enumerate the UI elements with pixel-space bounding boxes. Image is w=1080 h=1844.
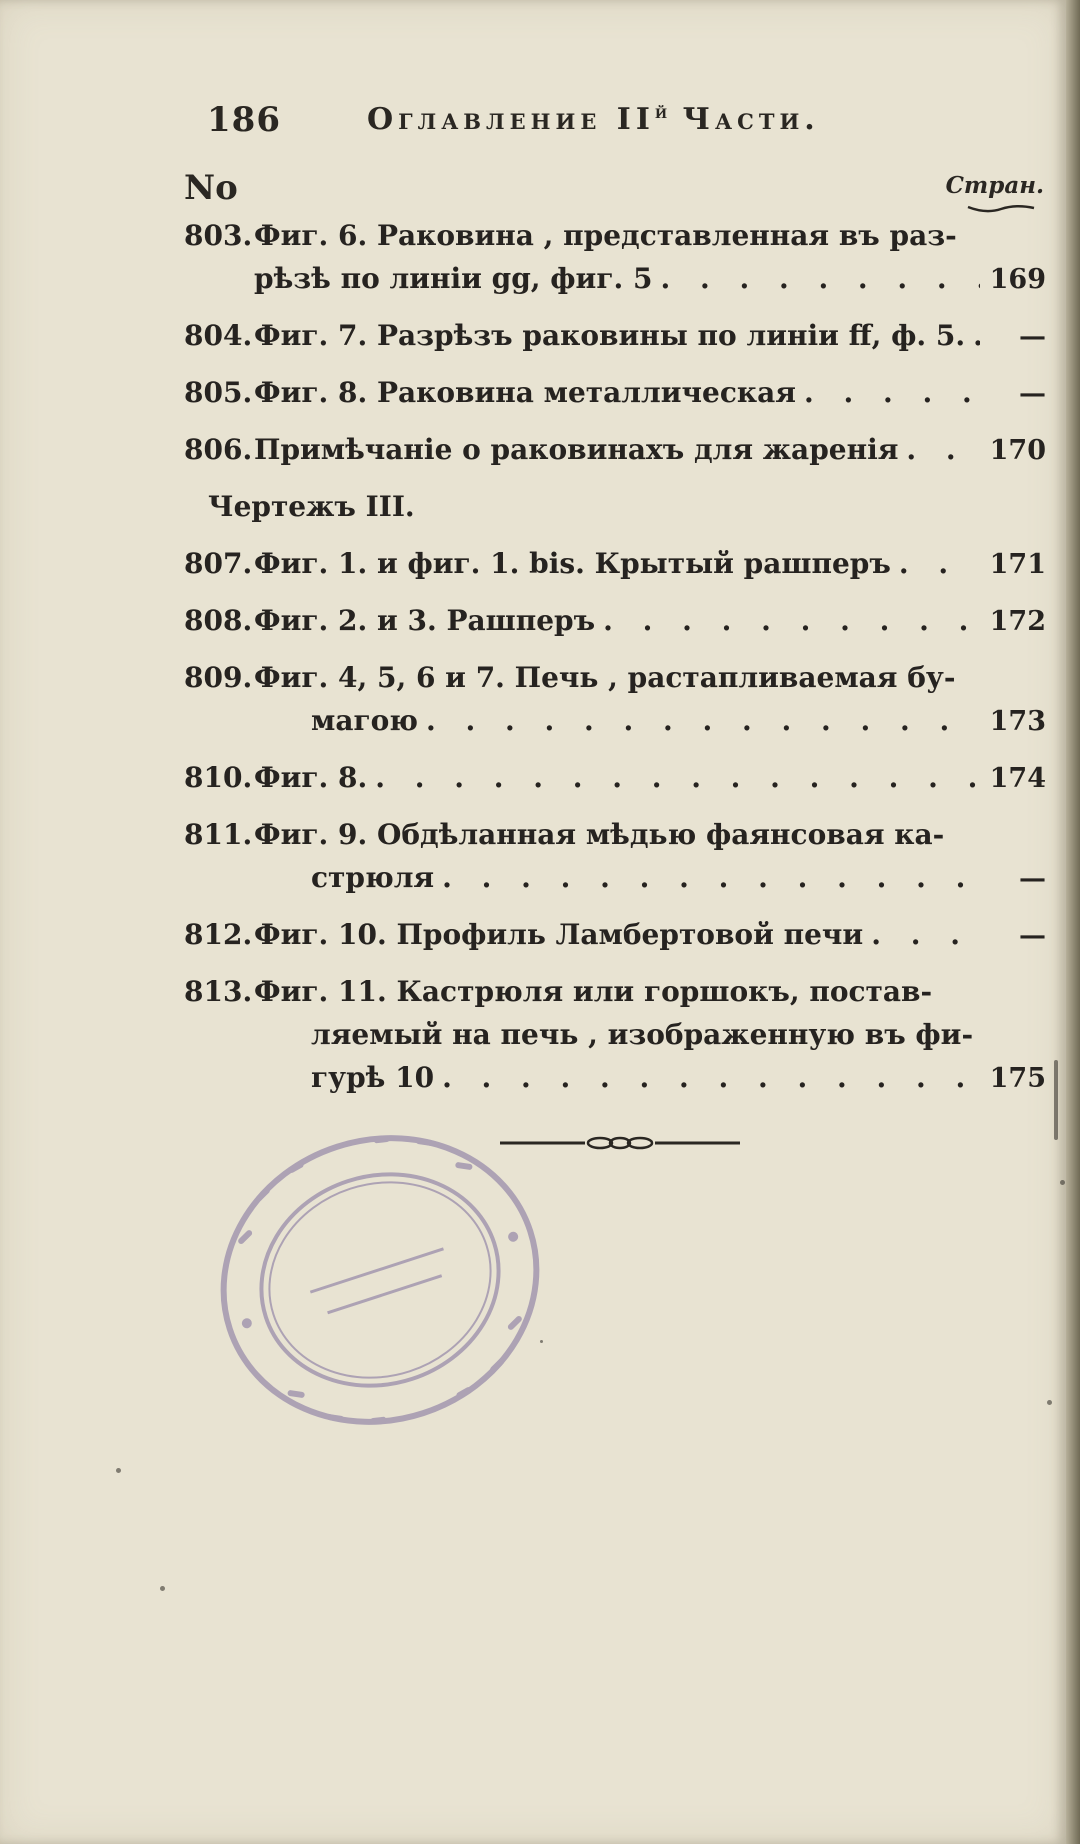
entry-title-text: Фиг. 8. bbox=[254, 761, 368, 794]
page-reference: 172 bbox=[989, 606, 1046, 637]
entry-number: 807. bbox=[184, 547, 253, 580]
toc-entry bbox=[184, 214, 1046, 300]
toc-entry bbox=[184, 371, 1046, 414]
pages-column-label: Стран. bbox=[945, 172, 1044, 199]
page-reference: 169 bbox=[989, 264, 1046, 295]
page-reference: — bbox=[1019, 378, 1046, 409]
dot-leader bbox=[442, 1056, 980, 1099]
library-stamp bbox=[200, 1120, 560, 1440]
entry-number: 810. bbox=[184, 761, 253, 794]
toc-entry-line bbox=[184, 214, 1046, 257]
entry-title-text: Примѣчаніе о раковинахъ для жаренія bbox=[254, 433, 899, 466]
running-title bbox=[367, 102, 820, 137]
entry-title-text: Фиг. 2. и 3. Рашперъ bbox=[254, 604, 596, 637]
toc-entry bbox=[184, 314, 1046, 357]
entry-number: 803. bbox=[184, 219, 253, 252]
entry-title-text: магою bbox=[311, 704, 419, 737]
page-number: 186 bbox=[207, 100, 281, 140]
entry-number: 813. bbox=[184, 975, 253, 1008]
toc-entry-line bbox=[184, 1056, 1046, 1099]
toc-entry-line bbox=[184, 656, 1046, 699]
number-column-label: No bbox=[184, 168, 238, 208]
toc-entry-line bbox=[184, 813, 1046, 856]
toc-entry-line bbox=[184, 257, 1046, 300]
page-reference: 171 bbox=[989, 549, 1046, 580]
entry-title-text: гурѣ 10 bbox=[311, 1061, 435, 1094]
entry-number: 804. bbox=[184, 319, 253, 352]
dot-leader bbox=[375, 756, 980, 799]
entry-number: 805. bbox=[184, 376, 253, 409]
entry-title-text: стрюля bbox=[311, 861, 435, 894]
entry-number: 806. bbox=[184, 433, 253, 466]
page-edge bbox=[1066, 0, 1080, 1844]
toc-entry bbox=[184, 542, 1046, 585]
title-end: Части. bbox=[682, 102, 820, 137]
flourish-ornament bbox=[966, 204, 1036, 214]
dot-leader bbox=[906, 428, 980, 471]
section-heading bbox=[184, 485, 1046, 528]
entry-title-text: Фиг. 4, 5, 6 и 7. Печь , растапливаемая бу- bbox=[254, 661, 956, 694]
toc-entry-line bbox=[184, 428, 1046, 471]
entry-title-text: Фиг. 6. Раковина , представленная въ раз- bbox=[254, 219, 957, 252]
page-reference: 173 bbox=[989, 706, 1046, 737]
toc-entry bbox=[184, 756, 1046, 799]
entry-title-text: Фиг. 8. Раковина металлическая bbox=[254, 376, 796, 409]
dot-leader bbox=[426, 699, 980, 742]
toc-entry bbox=[184, 428, 1046, 471]
toc-entry-line bbox=[184, 371, 1046, 414]
dot-leader bbox=[973, 314, 980, 357]
dot-leader bbox=[660, 257, 980, 300]
toc-entry bbox=[184, 656, 1046, 742]
toc-entry-line bbox=[184, 856, 1046, 899]
entry-title-text: Фиг. 1. и фиг. 1. bis. Крытый рашперъ bbox=[254, 547, 891, 580]
section-heading-text: Чертежъ III. bbox=[208, 490, 415, 523]
title-part: II bbox=[616, 102, 655, 137]
toc-entry bbox=[184, 813, 1046, 899]
entry-title-text: рѣзѣ по линіи gg, фиг. 5 bbox=[254, 262, 653, 295]
toc-entry-line bbox=[184, 314, 1046, 357]
toc-entry-line bbox=[184, 970, 1046, 1013]
toc-entry bbox=[184, 913, 1046, 956]
entry-title-text: Фиг. 7. Разрѣзъ раковины по линіи ff, ф. 5. bbox=[254, 319, 966, 352]
running-header bbox=[207, 100, 867, 150]
entry-number: 808. bbox=[184, 604, 253, 637]
page-reference: 174 bbox=[989, 763, 1046, 794]
page-reference: 175 bbox=[989, 1063, 1046, 1094]
page-reference: — bbox=[1019, 863, 1046, 894]
dot-leader bbox=[442, 856, 980, 899]
entry-title-text: Фиг. 11. Кастрюля или горшокъ, постав- bbox=[254, 975, 933, 1008]
toc-entry-line bbox=[184, 1013, 1046, 1056]
entry-number: 809. bbox=[184, 661, 253, 694]
entry-number: 811. bbox=[184, 818, 253, 851]
page-reference: 170 bbox=[989, 435, 1046, 466]
table-of-contents bbox=[184, 214, 1046, 1113]
dot-leader bbox=[899, 542, 980, 585]
toc-entry-line bbox=[184, 756, 1046, 799]
entry-title-text: Фиг. 10. Профиль Ламбертовой печи bbox=[254, 918, 864, 951]
toc-entry bbox=[184, 599, 1046, 642]
entry-title-text: Фиг. 9. Обдѣланная мѣдью фаянсовая ка- bbox=[254, 818, 945, 851]
toc-entry-line bbox=[184, 542, 1046, 585]
column-headings bbox=[184, 168, 1044, 208]
toc-entry-line bbox=[184, 913, 1046, 956]
entry-number: 812. bbox=[184, 918, 253, 951]
toc-entry bbox=[184, 970, 1046, 1099]
toc-entry-line bbox=[184, 699, 1046, 742]
title-word: Оглавление bbox=[367, 102, 602, 137]
entry-title-text: ляемый на печь , изображенную въ фи- bbox=[311, 1018, 974, 1051]
dot-leader bbox=[603, 599, 980, 642]
dot-leader bbox=[871, 913, 980, 956]
toc-entry-line bbox=[184, 599, 1046, 642]
page-reference: — bbox=[1019, 321, 1046, 352]
dot-leader bbox=[804, 371, 980, 414]
title-superscript: й bbox=[654, 102, 668, 123]
page-reference: — bbox=[1019, 920, 1046, 951]
